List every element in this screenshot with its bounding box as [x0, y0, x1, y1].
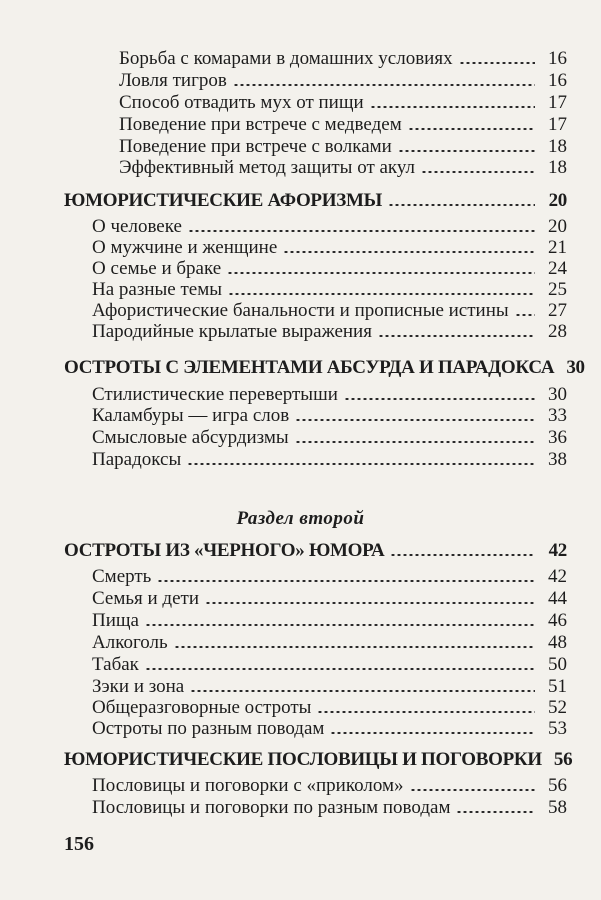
toc-entry [92, 258, 567, 280]
toc-entry [92, 797, 567, 819]
toc-entry [92, 588, 567, 610]
toc-entry-title: Пословицы и поговорки по разным поводам [92, 797, 451, 818]
toc-entry-page: 52 [548, 697, 567, 718]
toc-entry-page: 33 [548, 405, 567, 426]
leader-dots [295, 441, 535, 443]
toc-entry [92, 300, 567, 322]
toc-entry-title: О человеке [92, 216, 182, 237]
toc-entry [119, 92, 567, 114]
toc-section-title: ОСТРОТЫ С ЭЛЕМЕНТАМИ АБСУРДА И ПАРАДОКСА [64, 357, 555, 378]
toc-entry [92, 566, 567, 588]
toc-entry-title: Зэки и зона [92, 676, 185, 697]
toc-entry-title: Поведение при встрече с волками [119, 136, 392, 157]
toc-entry [92, 216, 567, 238]
leader-dots [408, 128, 535, 130]
toc-entry-page: 16 [548, 70, 567, 91]
toc-entry [92, 718, 567, 740]
leader-dots [456, 811, 535, 813]
toc-entry [92, 321, 567, 343]
toc-entry-title: Эффективный метод защиты от акул [119, 157, 416, 178]
leader-dots [421, 171, 535, 173]
toc-section-page: 42 [548, 540, 567, 561]
leader-dots [174, 646, 535, 648]
toc-entry-title: О семье и браке [92, 258, 222, 279]
toc-section [64, 190, 567, 212]
toc-entry [92, 449, 567, 471]
toc-section-title: ЮМОРИСТИЧЕСКИЕ АФОРИЗМЫ [64, 190, 382, 211]
toc-entry-page: 30 [548, 384, 567, 405]
toc-entry [92, 610, 567, 632]
toc-entry [119, 48, 567, 70]
toc-entry [119, 114, 567, 136]
toc-entry [92, 632, 567, 654]
toc-entry-title: Семья и дети [92, 588, 200, 609]
toc-entry-page: 58 [548, 797, 567, 818]
leader-dots [205, 602, 535, 604]
toc-entry [92, 237, 567, 259]
leader-dots [295, 419, 535, 421]
leader-dots [227, 272, 535, 274]
leader-dots [390, 554, 535, 556]
toc-entry-page: 42 [548, 566, 567, 587]
toc-entry [92, 279, 567, 301]
toc-entry [119, 70, 567, 92]
toc-section-page: 30 [566, 357, 585, 378]
toc-entry-page: 46 [548, 610, 567, 631]
leader-dots [515, 314, 535, 316]
toc-entry-title: Способ отвадить мух от пищи [119, 92, 364, 113]
toc-entry [119, 157, 567, 179]
leader-dots [410, 789, 535, 791]
leader-dots [388, 204, 535, 206]
toc-entry-title: Алкоголь [92, 632, 168, 653]
toc-entry [92, 676, 567, 698]
toc-entry-page: 16 [548, 48, 567, 69]
toc-section-title: ЮМОРИСТИЧЕСКИЕ ПОСЛОВИЦЫ И ПОГОВОРКИ [64, 749, 542, 770]
toc-entry [119, 136, 567, 158]
leader-dots [188, 230, 535, 232]
toc-entry-page: 18 [548, 136, 567, 157]
leader-dots [344, 398, 535, 400]
toc-entry-title: Стилистические перевертыши [92, 384, 338, 405]
toc-entry [92, 427, 567, 449]
toc-entry-title: На разные темы [92, 279, 222, 300]
leader-dots [190, 690, 535, 692]
toc-entry-title: Ловля тигров [119, 70, 227, 91]
toc-entry [92, 654, 567, 676]
toc-entry-page: 28 [548, 321, 567, 342]
toc-entry [92, 697, 567, 719]
toc-section-page: 20 [548, 190, 567, 211]
toc-entry-title: Смысловые абсурдизмы [92, 427, 289, 448]
page-number: 156 [64, 833, 94, 855]
toc-entry-title: Афористические банальности и прописные истины [92, 300, 509, 321]
toc-section-page: 56 [553, 749, 573, 770]
leader-dots [145, 624, 535, 626]
toc-entry-title: Борьба с комарами в домашних условиях [119, 48, 453, 69]
toc-entry-page: 17 [548, 114, 567, 135]
leader-dots [187, 463, 535, 465]
toc-entry-page: 25 [548, 279, 567, 300]
toc-entry [92, 405, 567, 427]
toc-entry-title: Парадоксы [92, 449, 182, 470]
leader-dots [145, 668, 535, 670]
toc-entry-page: 53 [548, 718, 567, 739]
toc-entry-page: 50 [548, 654, 567, 675]
toc-entry-title: О мужчине и женщине [92, 237, 278, 258]
toc-entry-page: 51 [548, 676, 567, 697]
leader-dots [398, 150, 535, 152]
toc-entry-title: Пословицы и поговорки с «приколом» [92, 775, 404, 796]
leader-dots [378, 335, 535, 337]
toc-entry-title: Смерть [92, 566, 152, 587]
toc-entry-page: 56 [548, 775, 567, 796]
toc-entry-page: 20 [548, 216, 567, 237]
leader-dots [317, 711, 535, 713]
leader-dots [459, 62, 535, 64]
toc-entry-page: 17 [548, 92, 567, 113]
toc-entry [92, 775, 567, 797]
toc-entry-title: Пища [92, 610, 139, 631]
toc-entry-page: 24 [548, 258, 567, 279]
toc-section [64, 749, 573, 771]
toc-section [64, 540, 567, 562]
toc-entry-page: 44 [548, 588, 567, 609]
toc-entry-title: Каламбуры — игра слов [92, 405, 290, 426]
toc-entry-page: 48 [548, 632, 567, 653]
toc-entry [92, 384, 567, 406]
toc-entry-page: 36 [548, 427, 567, 448]
toc-entry-title: Общеразговорные остроты [92, 697, 312, 718]
leader-dots [330, 732, 535, 734]
toc-entry-page: 38 [548, 449, 567, 470]
part-heading: Раздел второй [236, 508, 365, 529]
toc-entry-title: Табак [92, 654, 139, 675]
toc-section-title: ОСТРОТЫ ИЗ «ЧЕРНОГО» ЮМОРА [64, 540, 385, 561]
leader-dots [157, 580, 535, 582]
leader-dots [228, 293, 535, 295]
toc-entry-page: 18 [548, 157, 567, 178]
leader-dots [233, 84, 535, 86]
toc-section [64, 357, 585, 379]
leader-dots [370, 106, 535, 108]
leader-dots [283, 251, 535, 253]
toc-entry-title: Поведение при встрече с медведем [119, 114, 402, 135]
toc-entry-page: 21 [548, 237, 567, 258]
toc-entry-title: Пародийные крылатые выражения [92, 321, 372, 342]
toc-entry-title: Остроты по разным поводам [92, 718, 325, 739]
toc-entry-page: 27 [548, 300, 567, 321]
